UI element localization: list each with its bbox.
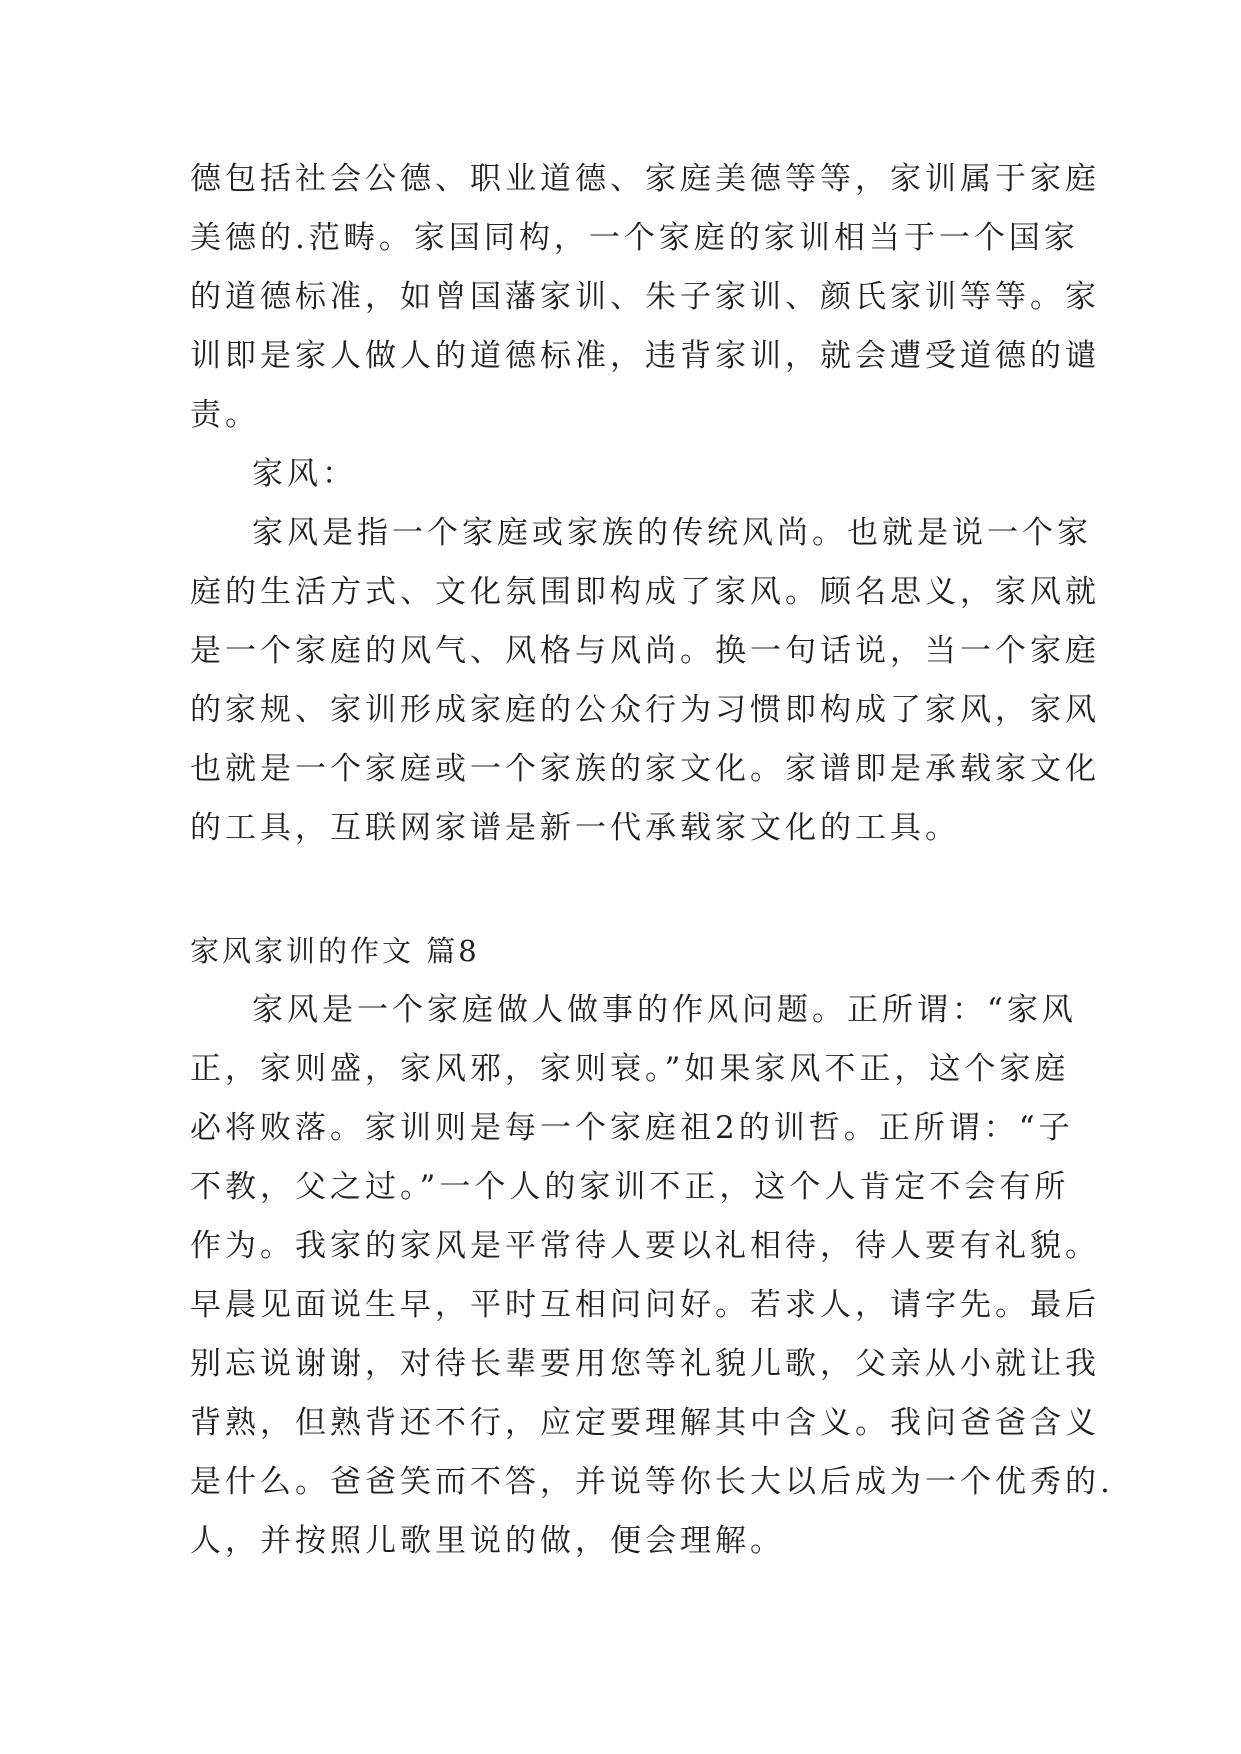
text-line: 也就是一个家庭或一个家族的家文化。家谱即是承载家文化 [190,751,1100,787]
text-line: 家风是指一个家庭或家族的传统风尚。也就是说一个家 [252,515,1092,551]
text-line: 责。 [190,397,260,433]
essay-heading: 家风家训的作文 篇8 [190,934,480,968]
text-line: 作为。我家的家风是平常待人要以礼相待，待人要有礼貌。 [190,1228,1100,1264]
text-line: 的工具，互联网家谱是新一代承载家文化的工具。 [190,810,960,846]
text-line: 的家规、家训形成家庭的公众行为习惯即构成了家风，家风 [190,692,1100,728]
text-line: 家风是一个家庭做人做事的作风问题。正所谓：“家风 [252,992,1077,1028]
essay-8-body [190,981,1114,1571]
text-line: 不教，父之过。”一个人的家训不正，这个人肯定不会有所 [190,1169,1070,1205]
text-line: 早晨见面说生早，平时互相问问好。若求人，请字先。最后 [190,1287,1100,1323]
section-label: 家风： [252,456,357,492]
text-line: 背熟，但熟背还不行，应定要理解其中含义。我问爸爸含义 [190,1405,1100,1441]
text-line: 必将败落。家训则是每一个家庭祖2的训哲。正所谓：“子 [190,1110,1074,1146]
text-line: 正，家则盛，家风邪，家则衰。”如果家风不正，这个家庭 [190,1051,1070,1087]
text-line: 庭的生活方式、文化氛围即构成了家风。顾名思义，家风就 [190,574,1100,610]
text-line: 的道德标准，如曾国藩家训、朱子家训、颜氏家训等等。家 [190,279,1100,315]
text-line: 别忘说谢谢，对待长辈要用您等礼貌儿歌，父亲从小就让我 [190,1346,1100,1382]
section-jiafeng [190,445,1100,858]
text-line: 是什么。爸爸笑而不答，并说等你长大以后成为一个优秀的. [190,1464,1114,1500]
text-line: 是一个家庭的风气、风格与风尚。换一句话说，当一个家庭 [190,633,1100,669]
text-line: 德包括社会公德、职业道德、家庭美德等等，家训属于家庭 [190,161,1100,197]
text-line: 人，并按照儿歌里说的做，便会理解。 [190,1523,785,1559]
text-line: 训即是家人做人的道德标准，违背家训，就会遭受道德的谴 [190,338,1100,374]
text-line: 美德的.范畴。家国同构，一个家庭的家训相当于一个国家 [190,220,1079,256]
paragraph-family-precepts [190,150,1100,445]
